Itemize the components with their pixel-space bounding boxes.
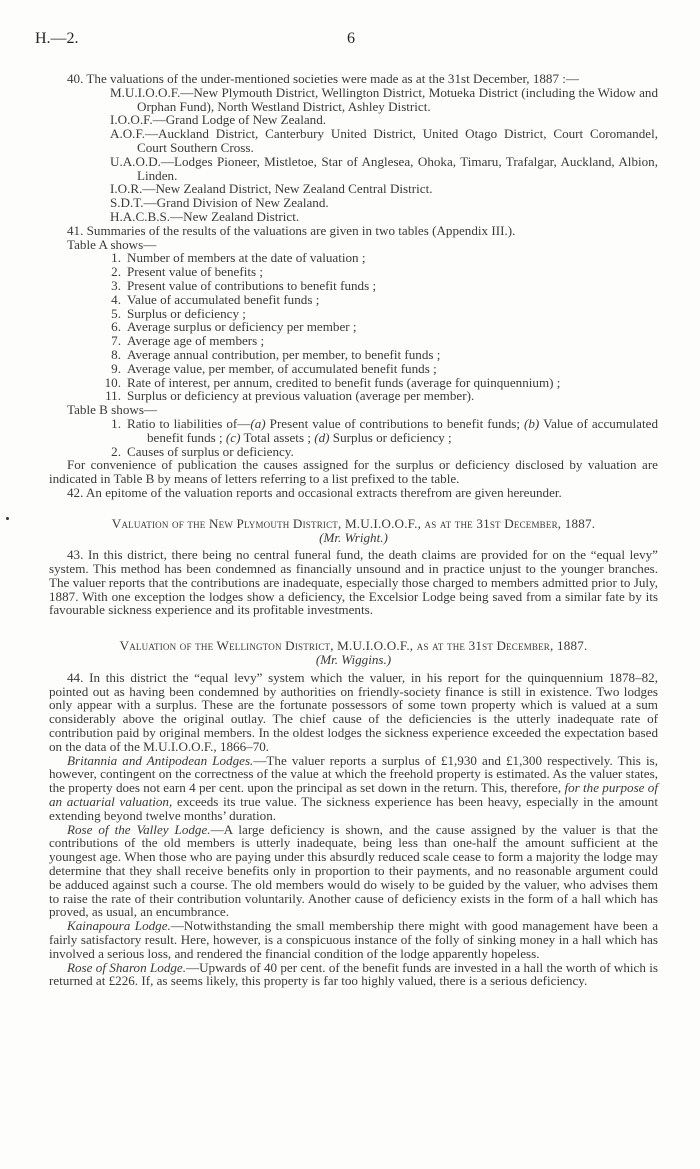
valuer-name: (Mr. Wiggins.): [315, 652, 392, 668]
emphasis: for the purpose of an actuarial valuation,: [49, 780, 658, 810]
item-text: Surplus or deficiency ;: [127, 305, 246, 321]
table-a-list: [49, 251, 658, 403]
list-item: [49, 334, 658, 348]
paragraph-40: 40. The valuations of the under-mentioned societies were made as at the 31st December, 1887 :—: [67, 71, 580, 86]
lodge-paragraph-rose-valley: [49, 823, 658, 920]
text-run: —Notwithstanding the small membership there might with good management have been a fairly satisfactory result. Here, however, is a conspicuous instance of the folly of sinking money in a hall which has involved a serious loss, and rendered the financial condition of the lodge apparently hopeless.: [49, 918, 658, 961]
item-text: Surplus or deficiency at previous valuation (average per member).: [127, 388, 475, 404]
paragraph-42: 42. An epitome of the valuation reports and occasional extracts therefrom are given hereunder.: [67, 484, 562, 500]
item-number: 1.: [111, 415, 121, 431]
list-item: [49, 251, 658, 265]
society-entry: H.A.C.B.S.—New Zealand District.: [110, 208, 300, 224]
item-text: Average value, per member, of accumulated benefit funds ;: [127, 360, 437, 376]
item-text: Average annual contribution, per member, to benefit funds ;: [127, 346, 441, 362]
society-entry: S.D.T.—Grand Division of New Zealand.: [110, 195, 329, 211]
page-body: [49, 72, 658, 988]
letter-b: (b): [524, 415, 540, 431]
item-text: Number of members at the date of valuation ;: [127, 250, 366, 266]
list-item: [49, 417, 658, 445]
paragraph-41: 41. Summaries of the results of the valuations are given in two tables (Appendix III.).: [67, 222, 516, 238]
table-a-label: Table A shows—: [67, 236, 157, 252]
list-item: [49, 376, 658, 390]
list-item: [49, 348, 658, 362]
lodge-paragraph-britannia: [49, 754, 658, 823]
item-text: Average surplus or deficiency per member ;: [127, 319, 357, 335]
society-entry: A.O.F.—Auckland District, Canterbury United District, United Otago District, Court Coromandel, Court Southern Cross.: [110, 126, 658, 155]
society-entry: U.A.O.D.—Lodges Pioneer, Mistletoe, Star of Anglesea, Ohoka, Timaru, Trafalgar, Auckland, Albion, Linden.: [110, 153, 658, 183]
society-entry: M.U.I.O.O.F.—New Plymouth District, Wellington District, Motueka District (including the Widow and Orphan Fund), North Westland District, Ashley District.: [110, 84, 658, 114]
text-run: Present value of contributions to benefit funds;: [265, 415, 524, 431]
paragraph-43: 43. In this district, there being no central funeral fund, the death claims are provided for on the “equal levy” system. This method has been condemned as financially unsound and in practice unjust to the younger branches. The valuer reports that the contributions are inadequate, especially those charged to members admitted prior to July, 1887. With one exception the lodges show a deficiency, the Excelsior Lodge being saved from a similar fate by its favourable sickness experience and its profitable investments.: [49, 547, 658, 618]
list-item: [49, 389, 658, 403]
lodge-name: Britannia and Antipodean Lodges.: [67, 752, 254, 768]
item-text: Average age of members ;: [127, 333, 265, 349]
margin-mark: [6, 517, 9, 520]
item-number: 1.: [111, 250, 121, 266]
item-number: 3.: [111, 277, 121, 293]
text-run: —Upwards of 40 per cent. of the benefit funds are invested in a hall the worth of which is returned at £226. If, as seems likely, this property is far too highly valued, there is a serious deficiency.: [49, 959, 658, 989]
table-b-label: Table B shows—: [67, 402, 158, 418]
page-number: 6: [347, 30, 355, 47]
list-item: [49, 307, 658, 321]
item-number: 10.: [104, 374, 121, 390]
list-item: [49, 320, 658, 334]
text-run: —A large deficiency is shown, and the cause assigned by the valuer is that the contributions of the old members is utterly inadequate, being less than one-half the amount sufficient at the youngest age. When those who are paying under this absurdly reduced scale cease to form a majority the lodge may determine that they shall receive benefits only in proportion to their payments, and no reasonable argument could be adduced against such a course. The old members would do wisely to be guided by the valuer, who advises them to raise the rate of their contribution voluntarily. Another cause of deficiency exists in the form of a hall which has proved, as usual, an encumbrance.: [49, 821, 658, 920]
lodge-paragraph-kainapoura: [49, 919, 658, 960]
letter-d: (d): [314, 429, 330, 445]
item-text: Rate of interest, per annum, credited to benefit funds (average for quinquennium) ;: [127, 374, 561, 390]
text-run: Ratio to liabilities of—: [127, 415, 251, 431]
text-run: —The valuer reports a surplus of £1,930 and £1,300 respectively. This is, however, contingent on the correctness of the value at which the freehold property is estimated. As the valuer states, the property does not earn 4 per cent. upon the principal as set down in the return. This, therefore,: [49, 752, 658, 796]
text-run: Surplus or deficiency ;: [329, 429, 452, 445]
society-entry: I.O.R.—New Zealand District, New Zealand Central District.: [110, 181, 433, 197]
document-reference: H.—2.: [35, 30, 79, 47]
text-run: Value of accumulated benefit funds ;: [147, 415, 658, 445]
paragraph-44: 44. In this district the “equal levy” system which the valuer, in his report for the quinquennium 1878–82, pointed out as having been condemned by authorities on friendly-society finance is still in existence. Two lodges only appear with a surplus. These are the fortunate possessors of some town property which is valued at a sum considerably above the original outlay. The chief cause of the deficiencies is the utterly inadequate rate of contribution paid by original members. In the oldest lodges the sickness experience exceeded the expectation based on the data of the M.U.I.O.O.F., 1866–70.: [49, 669, 658, 754]
section-heading-wellington: Valuation of the Wellington District, M.U.I.O.O.F., as at the 31st December, 1887.: [119, 638, 588, 654]
text-run: Total assets ;: [240, 429, 315, 445]
lodge-paragraph-rose-sharon: [49, 961, 658, 989]
society-entry: I.O.O.F.—Grand Lodge of New Zealand.: [110, 112, 327, 128]
item-number: 2.: [111, 443, 121, 459]
item-number: 9.: [111, 360, 121, 376]
list-item: [49, 293, 658, 307]
letter-a: (a): [250, 415, 266, 431]
item-text: Causes of surplus or deficiency.: [127, 443, 294, 459]
item-number: 4.: [111, 291, 121, 307]
list-item: [49, 279, 658, 293]
lodge-name: Rose of the Valley Lodge.: [67, 821, 211, 837]
item-number: 7.: [111, 333, 121, 349]
item-text: Present value of benefits ;: [127, 264, 263, 280]
item-number: 5.: [111, 305, 121, 321]
item-text: Value of accumulated benefit funds ;: [127, 291, 320, 307]
list-item: [49, 362, 658, 376]
item-number: 6.: [111, 319, 121, 335]
item-number: 2.: [111, 264, 121, 280]
item-text: Present value of contributions to benefit funds ;: [127, 277, 377, 293]
item-number: 11.: [105, 388, 121, 404]
item-number: 8.: [111, 346, 121, 362]
valuer-name: (Mr. Wright.): [319, 529, 388, 545]
list-item: [49, 445, 658, 459]
lodge-name: Rose of Sharon Lodge.: [67, 959, 186, 975]
societies-list: [49, 86, 658, 224]
letter-c: (c): [225, 429, 241, 445]
item-text: [127, 417, 658, 445]
lodge-name: Kainapoura Lodge.: [67, 918, 171, 934]
convenience-paragraph: For convenience of publication the causes assigned for the surplus or deficiency disclosed by valuation are indicated in Table B by means of letters referring to a list prefixed to the table.: [49, 457, 658, 487]
text-run: exceeds its true value. The sickness experience has been heavy, especially in the amount extending beyond twelve months’ duration.: [49, 794, 658, 823]
section-heading-new-plymouth: Valuation of the New Plymouth District, M.U.I.O.O.F., as at the 31st December, 1887.: [111, 515, 596, 531]
table-b-list: [49, 417, 658, 458]
list-item: [49, 265, 658, 279]
